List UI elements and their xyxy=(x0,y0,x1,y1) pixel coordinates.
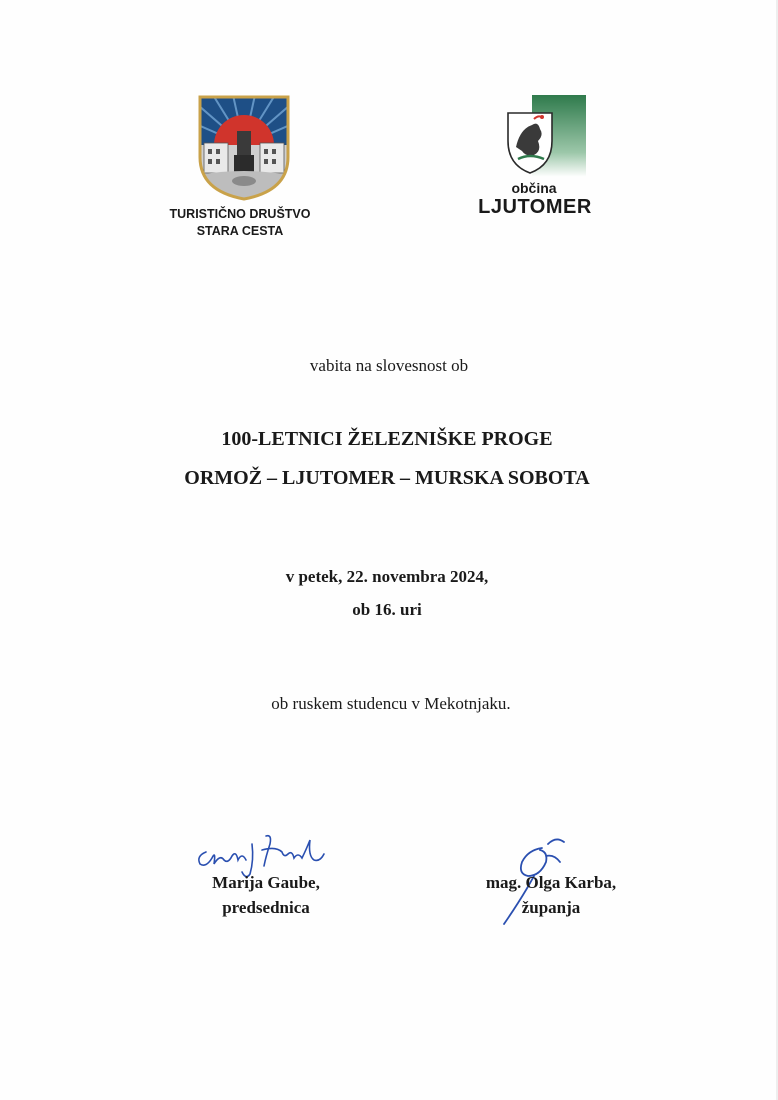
municipality-name: LJUTOMER xyxy=(478,196,592,218)
event-title-line2: ORMOŽ – LJUTOMER – MURSKA SOBOTA xyxy=(184,467,590,489)
right-signatory-role: županja xyxy=(521,898,581,917)
right-signatory-name: mag. Olga Karba, xyxy=(485,873,617,892)
tourist-society-emblem-icon xyxy=(198,95,290,201)
event-date: v petek, 22. novembra 2024, xyxy=(285,567,489,586)
event-title-line1: 100-LETNICI ŽELEZNIŠKE PROGE xyxy=(221,428,553,450)
tourist-society-name xyxy=(150,206,330,240)
municipality-prefix: občina xyxy=(511,180,557,196)
invitation-intro: vabita na slovesnost ob xyxy=(309,356,469,375)
ljutomer-coat-of-arms-icon xyxy=(504,95,586,177)
tourist-society-line2: STARA CESTA xyxy=(196,224,284,238)
event-time: ob 16. uri xyxy=(352,600,422,619)
event-place: ob ruskem studencu v Mekotnjaku. xyxy=(271,694,511,713)
left-signatory-name: Marija Gaube, xyxy=(212,873,320,892)
tourist-society-line1: TURISTIČNO DRUŠTVO xyxy=(169,207,311,221)
left-signatory-role: predsednica xyxy=(222,898,310,917)
